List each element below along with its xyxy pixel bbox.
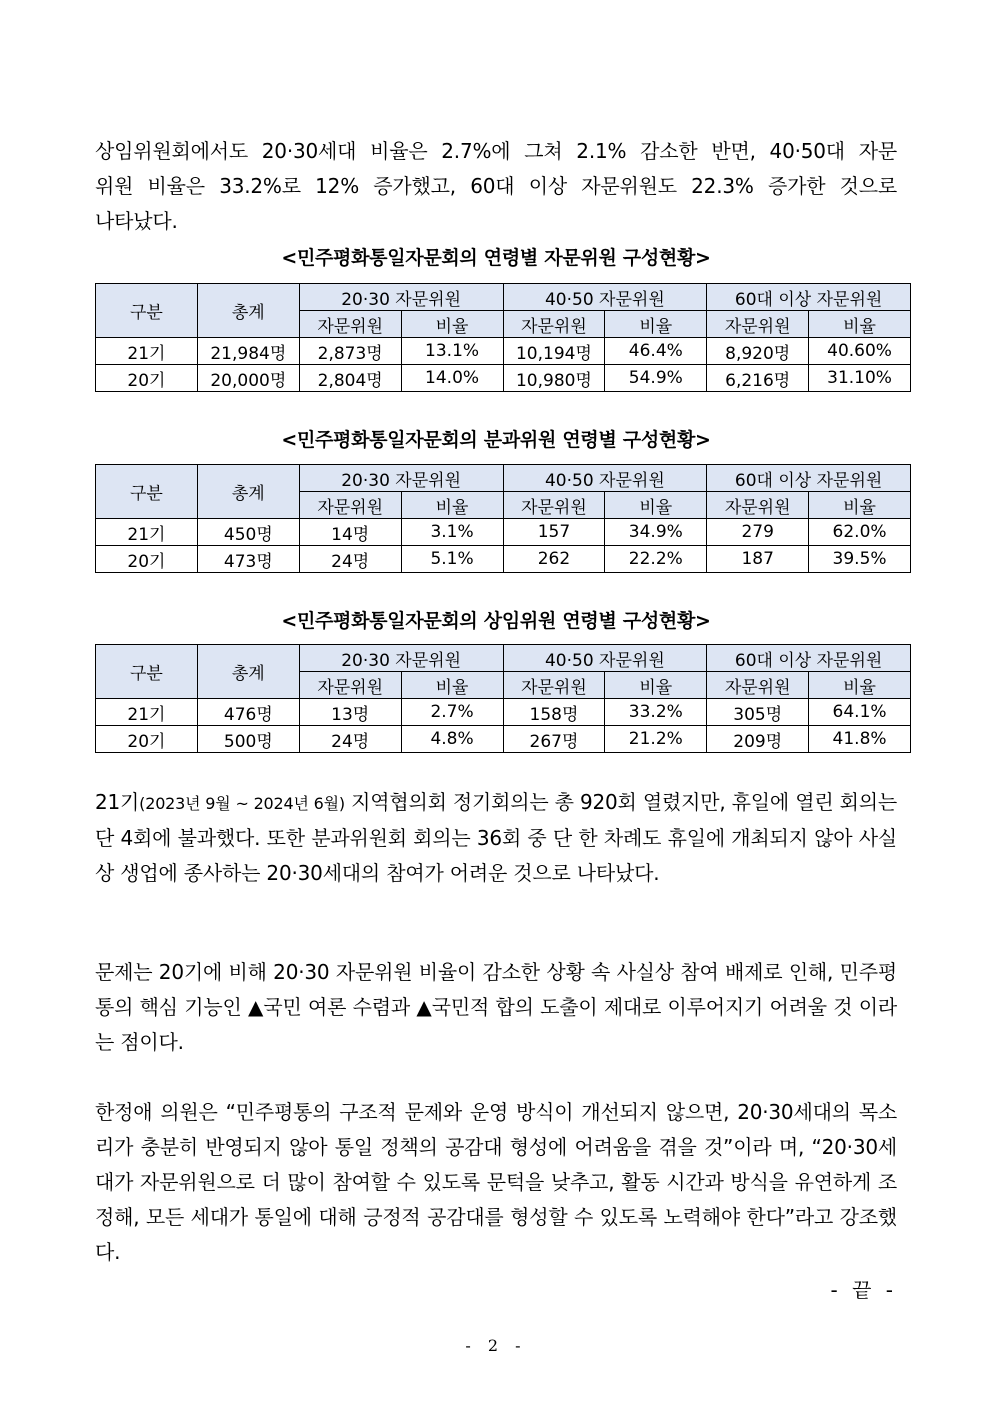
row-label: 20기	[96, 365, 198, 392]
quote-paragraph: 한정애 의원은 “민주평통의 구조적 문제와 운영 방식이 개선되지 않으면, 20·30세대의 목소리가 충분히 반영되지 않아 통일 정책의 공감대 형성에 어려움을 겪을 것”이라 며, “20·30세대가 자문위원으로 더 많이 참여할 수 있도록 문턱을 낮추고, 활동 시간과 방식을 유연하게 조정해, 모든 세대가 통일에 대해 긍정적 공감대를 형성할 수 있도록 노력해야 한다”라고 강조했다.	[95, 1100, 897, 1264]
cell: 187	[707, 546, 809, 573]
term-label: 21기	[95, 790, 140, 814]
header-category: 구분	[96, 465, 198, 519]
header-total: 총계	[197, 284, 299, 338]
header-group: 60대 이상 자문위원	[707, 284, 911, 311]
intro-line: 위원 비율은 33.2%로 12% 증가했고, 60대 이상 자문위원도 22.3% 증가한 것으로	[95, 174, 897, 198]
row-label: 21기	[96, 519, 198, 546]
cell: 10,194명	[503, 338, 605, 365]
header-group: 60대 이상 자문위원	[707, 645, 911, 672]
cell: 62.0%	[809, 519, 911, 546]
header-sub: 자문위원	[299, 492, 401, 519]
row-total: 476명	[197, 699, 299, 726]
table-row	[96, 699, 911, 726]
header-category: 구분	[96, 645, 198, 699]
intro-line: 나타났다.	[95, 209, 178, 233]
header-sub: 비율	[809, 311, 911, 338]
header-group: 40·50 자문위원	[503, 645, 707, 672]
cell: 39.5%	[809, 546, 911, 573]
cell: 22.2%	[605, 546, 707, 573]
cell: 209명	[707, 726, 809, 753]
header-group: 60대 이상 자문위원	[707, 465, 911, 492]
cell: 13.1%	[401, 338, 503, 365]
meeting-text: 지역협의회 정기회의는 총 920회 열렸지만, 휴일에 열린 회의는 단 4회에 불과했다. 또한 분과위원회 회의는 36회 중 단 한 차례도 휴일에 개최되지 않아 사실상 생업에 종사하는 20·30세대의 참여가 어려운 것으로 나타났다.	[95, 790, 898, 885]
header-sub: 비율	[401, 311, 503, 338]
term-period: (2023년 9월 ~ 2024년 6월)	[139, 794, 345, 813]
header-sub: 자문위원	[707, 492, 809, 519]
cell: 2.7%	[401, 699, 503, 726]
cell: 2,873명	[299, 338, 401, 365]
header-group: 40·50 자문위원	[503, 465, 707, 492]
cell: 24명	[299, 546, 401, 573]
cell: 13명	[299, 699, 401, 726]
cell: 14.0%	[401, 365, 503, 392]
table-row	[96, 519, 911, 546]
row-total: 20,000명	[197, 365, 299, 392]
row-label: 21기	[96, 338, 198, 365]
header-sub: 비율	[605, 492, 707, 519]
header-sub: 자문위원	[299, 311, 401, 338]
table-title: <민주평화통일자문회의 상임위원 연령별 구성현황>	[281, 610, 711, 632]
meeting-paragraph	[95, 785, 897, 891]
intro-line: 상임위원회에서도 20·30세대 비율은 2.7%에 그쳐 2.1% 감소한 반면, 40·50대 자문	[95, 139, 897, 163]
cell: 4.8%	[401, 726, 503, 753]
header-sub: 비율	[809, 672, 911, 699]
cell: 41.8%	[809, 726, 911, 753]
cell: 8,920명	[707, 338, 809, 365]
page-number: - 2 -	[465, 1336, 527, 1355]
cell: 46.4%	[605, 338, 707, 365]
cell: 5.1%	[401, 546, 503, 573]
cell: 157	[503, 519, 605, 546]
cell: 279	[707, 519, 809, 546]
row-total: 450명	[197, 519, 299, 546]
header-sub: 자문위원	[503, 492, 605, 519]
header-total: 총계	[197, 465, 299, 519]
row-total: 21,984명	[197, 338, 299, 365]
row-total: 500명	[197, 726, 299, 753]
header-sub: 비율	[605, 672, 707, 699]
cell: 40.60%	[809, 338, 911, 365]
table-title: <민주평화통일자문회의 분과위원 연령별 구성현황>	[281, 429, 711, 451]
cell: 24명	[299, 726, 401, 753]
cell: 64.1%	[809, 699, 911, 726]
header-sub: 자문위원	[707, 311, 809, 338]
header-sub: 자문위원	[707, 672, 809, 699]
cell: 6,216명	[707, 365, 809, 392]
cell: 31.10%	[809, 365, 911, 392]
cell: 21.2%	[605, 726, 707, 753]
cell: 262	[503, 546, 605, 573]
row-total: 473명	[197, 546, 299, 573]
cell: 3.1%	[401, 519, 503, 546]
header-group: 20·30 자문위원	[299, 284, 503, 311]
header-category: 구분	[96, 284, 198, 338]
header-sub: 비율	[401, 672, 503, 699]
header-sub: 자문위원	[503, 311, 605, 338]
age-composition-table	[95, 283, 911, 392]
cell: 2,804명	[299, 365, 401, 392]
row-label: 20기	[96, 546, 198, 573]
table-title: <민주평화통일자문회의 연령별 자문위원 구성현황>	[281, 247, 711, 269]
cell: 14명	[299, 519, 401, 546]
cell: 10,980명	[503, 365, 605, 392]
header-sub: 자문위원	[299, 672, 401, 699]
cell: 305명	[707, 699, 809, 726]
cell: 158명	[503, 699, 605, 726]
end-mark: - 끝 -	[830, 1278, 897, 1302]
cell: 54.9%	[605, 365, 707, 392]
header-group: 40·50 자문위원	[503, 284, 707, 311]
cell: 267명	[503, 726, 605, 753]
header-sub: 자문위원	[503, 672, 605, 699]
header-sub: 비율	[401, 492, 503, 519]
intro-paragraph	[95, 134, 897, 239]
cell: 34.9%	[605, 519, 707, 546]
header-total: 총계	[197, 645, 299, 699]
row-label: 20기	[96, 726, 198, 753]
table-row	[96, 338, 911, 365]
cell: 33.2%	[605, 699, 707, 726]
table-row	[96, 365, 911, 392]
row-label: 21기	[96, 699, 198, 726]
problem-paragraph: 문제는 20기에 비해 20·30 자문위원 비율이 감소한 상황 속 사실상 참여 배제로 인해, 민주평통의 핵심 기능인 ▲국민 여론 수렴과 ▲국민적 합의 도출이 제대로 이루어지기 어려울 것 이라는 점이다.	[95, 960, 897, 1054]
header-group: 20·30 자문위원	[299, 645, 503, 672]
header-group: 20·30 자문위원	[299, 465, 503, 492]
subcommittee-composition-table	[95, 464, 911, 573]
standing-committee-composition-table	[95, 644, 911, 753]
header-sub: 비율	[605, 311, 707, 338]
table-row	[96, 726, 911, 753]
table-row	[96, 546, 911, 573]
header-sub: 비율	[809, 492, 911, 519]
